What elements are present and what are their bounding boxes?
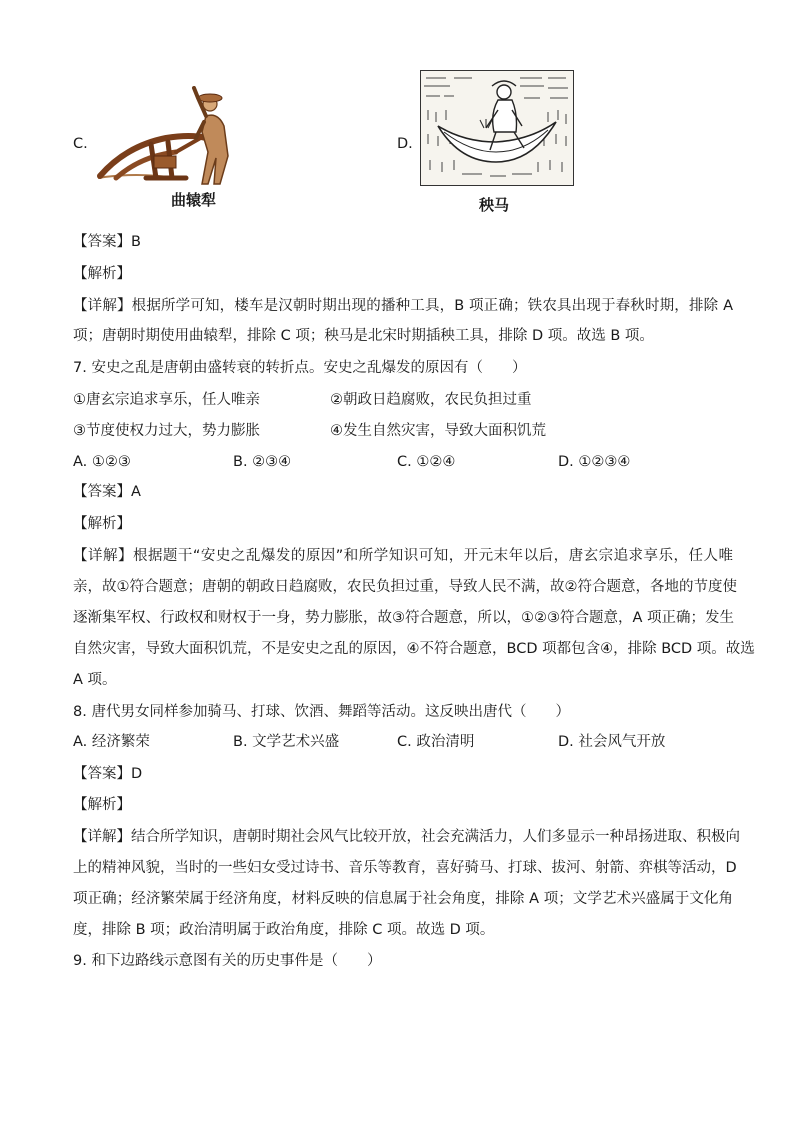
q7-statement-2: ②朝政日趋腐败，农民负担过重 (330, 392, 532, 408)
q8-answer: 【答案】D (73, 766, 143, 782)
option-d-caption: 秧马 (479, 196, 510, 214)
q6-answer: 【答案】B (73, 234, 141, 250)
q7-detail-line-3: 逐渐集军权、行政权和财权于一身，势力膨胀，故③符合题意，所以，①②③符合题意，A 项正确；发生 (73, 610, 735, 626)
q7-analysis-heading: 【解析】 (73, 516, 131, 532)
q8-option-c: C. 政治清明 (397, 734, 475, 750)
q8-option-a: A. 经济繁荣 (73, 734, 150, 750)
option-c-caption: 曲辕犁 (171, 191, 217, 209)
q8-detail-line-2: 上的精神风貌，当时的一些妇女受过诗书、音乐等教育，喜好骑马、打球、拔河、射箭、弈棋等活动，D (73, 860, 737, 876)
q6-analysis-heading: 【解析】 (73, 266, 131, 282)
q7-detail-line-5: A 项。 (73, 672, 117, 688)
q7-option-c: C. ①②④ (397, 454, 456, 470)
q7-detail-line-1: 【详解】根据题干“安史之乱爆发的原因”和所学知识可知，开元末年以后，唐玄宗追求享乐，任人唯 (73, 548, 733, 564)
option-c-label: C. (73, 136, 88, 152)
q8-stem: 8. 唐代男女同样参加骑马、打球、饮酒、舞蹈等活动。这反映出唐代（ ） (73, 704, 570, 720)
q7-detail-line-2: 亲，故①符合题意；唐朝的朝政日趋腐败，农民负担过重，导致人民不满，故②符合题意，各地的节度使 (73, 579, 737, 595)
q8-analysis-heading: 【解析】 (73, 797, 131, 813)
q7-option-a: A. ①②③ (73, 454, 131, 470)
q8-detail-line-4: 度，排除 B 项；政治清明属于政治角度，排除 C 项。故选 D 项。 (73, 922, 495, 938)
q9-stem: 9. 和下边路线示意图有关的历史事件是（ ） (73, 953, 382, 969)
q8-detail-line-1: 【详解】结合所学知识，唐朝时期社会风气比较开放，社会充满活力，人们多显示一种昂扬进取、积极向 (73, 829, 740, 845)
q8-option-b: B. 文学艺术兴盛 (233, 734, 340, 750)
q7-statement-1: ①唐玄宗追求享乐，任人唯亲 (73, 392, 260, 408)
q7-statement-4: ④发生自然灾害，导致大面积饥荒 (330, 423, 546, 439)
q6-detail-line-2: 项；唐朝时期使用曲辕犁，排除 C 项；秧马是北宋时期插秧工具，排除 D 项。故选 B 项。 (73, 328, 654, 344)
curved-plough-illustration (96, 86, 246, 188)
q7-option-d: D. ①②③④ (558, 454, 631, 470)
option-d-label: D. (397, 136, 413, 152)
q7-stem: 7. 安史之乱是唐朝由盛转衰的转折点。安史之乱爆发的原因有（ ） (73, 360, 527, 376)
rice-seedling-horse-illustration (420, 70, 574, 186)
q7-answer: 【答案】A (73, 484, 141, 500)
q6-detail-line-1: 【详解】根据所学可知，楼车是汉朝时期出现的播种工具，B 项正确；铁农具出现于春秋时期，排除 A (73, 298, 733, 314)
q7-option-b: B. ②③④ (233, 454, 292, 470)
q7-statement-3: ③节度使权力过大，势力膨胀 (73, 423, 260, 439)
q7-detail-line-4: 自然灾害，导致大面积饥荒，不是安史之乱的原因，④不符合题意，BCD 项都包含④，排除 BCD 项。故选 (73, 641, 755, 657)
q8-option-d: D. 社会风气开放 (558, 734, 666, 750)
q8-detail-line-3: 项正确；经济繁荣属于经济角度，材料反映的信息属于社会角度，排除 A 项；文学艺术兴盛属于文化角 (73, 891, 733, 907)
